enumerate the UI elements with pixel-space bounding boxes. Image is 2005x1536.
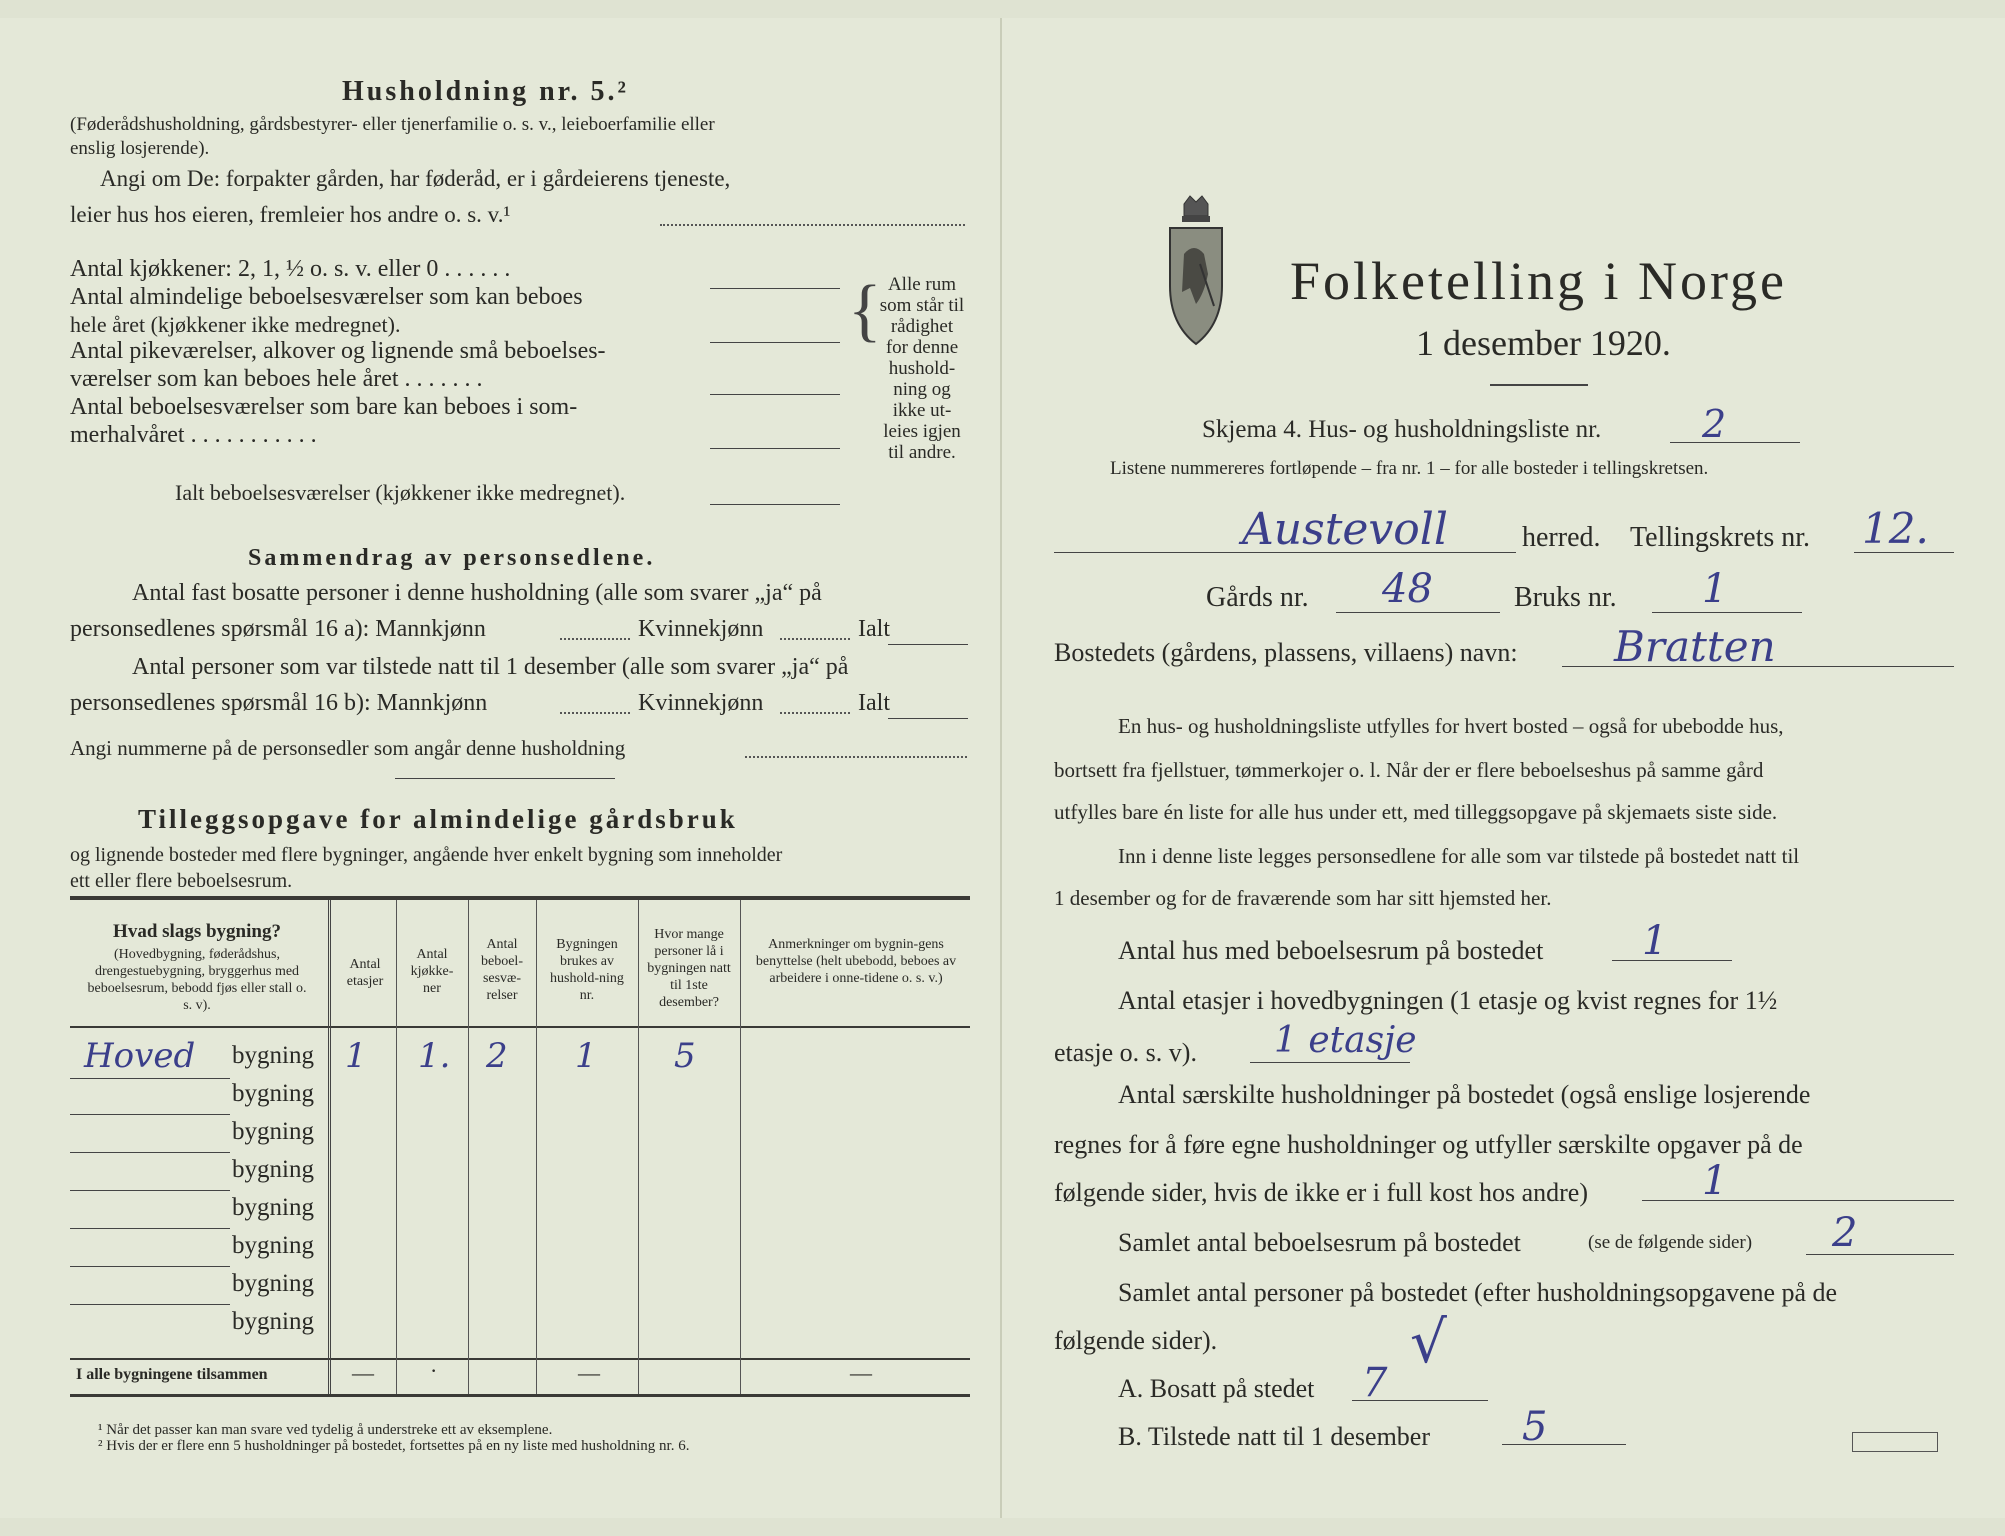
rooms-kitchens: Antal kjøkkener: 2, 1, ½ o. s. v. eller 0 . . . . . . [70, 256, 511, 282]
q-rum-note: (se de følgende sider) [1588, 1232, 1753, 1253]
b-value: 5 [1522, 1404, 1548, 1450]
skjema-label: Skjema 4. Hus- og husholdningsliste nr. [1202, 416, 1602, 443]
tillegg-title: Tilleggsopgave for almindelige gårdsbruk [138, 804, 738, 834]
a-husholdninger: 1 [1702, 1158, 1728, 1204]
printer-stamp-icon [1852, 1432, 1938, 1452]
buildings-table [70, 896, 970, 1400]
table-row: bygning [70, 1118, 970, 1154]
gards-label: Gårds nr. [1206, 582, 1309, 613]
krets-value: 12. [1862, 504, 1929, 553]
q-husholdninger-2: regnes for å føre egne husholdninger og utfyller særskilte opgaver på de [1054, 1130, 1803, 1159]
table-row: bygning [70, 1156, 970, 1192]
a-etasjer: 1 etasje [1274, 1020, 1417, 1061]
rooms-total: Ialt beboelsesværelser (kjøkkener ikke medregnet). [175, 480, 626, 505]
table-row: bygning [70, 1080, 970, 1116]
a-value: 7 [1362, 1360, 1388, 1406]
b-label: B. Tilstede natt til 1 desember [1118, 1422, 1430, 1451]
rooms-small-2: værelser som kan beboes hele året . . . . . . . [70, 366, 483, 392]
table-row: bygning [70, 1194, 970, 1230]
skjema-number: 2 [1702, 402, 1727, 446]
krets-label: Tellingskrets nr. [1630, 522, 1811, 553]
table-row: bygning [70, 1232, 970, 1268]
census-title: Folketelling i Norge [1290, 251, 1787, 311]
total-remarks: — [850, 1360, 872, 1385]
summary-total-2: Ialt [858, 690, 890, 716]
rooms-summer-1: Antal beboelsesværelser som bare kan beboes i som- [70, 394, 578, 420]
summary-line-2: personsedlenes spørsmål 16 a): Mannkjønn [70, 616, 486, 642]
a-check-mark: √ [1410, 1308, 1447, 1376]
tillegg-intro-1: og lignende bosteder med flere bygninger, angående hver enkelt bygning som inneholder [70, 844, 783, 866]
col-building-type: Hvad slags bygning? (Hovedbygning, føderådshus, drengestuebygning, bryggerhus med beboelsesrum, bebodd fjøs eller stall o. s. v). [87, 921, 307, 1013]
table-row: bygning [70, 1270, 970, 1306]
col-rooms: Antal beboel-sesvæ-relser [481, 937, 523, 1003]
rooms-summer-2: merhalvåret . . . . . . . . . . . [70, 422, 317, 448]
para1-line2: bortsett fra fjellstuer, tømmerkojer o. l. Når der er flere beboelseshus på samme gård [1054, 758, 1764, 782]
col-remarks: Anmerkninger om bygnin-gens benyttelse (helt ubebodd, beboes av arbeidere i onne-tidene o. s. v.) [755, 937, 957, 986]
a-label: A. Bosatt på stedet [1118, 1374, 1315, 1403]
q-rum: Samlet antal beboelsesrum på bostedet [1118, 1228, 1521, 1257]
left-page: Husholdning nr. 5.² (Føderådshusholdning, gårdsbestyrer- eller tjenerfamilie o. s. v., leieboerfamilie eller enslig losjerende). Angi om De: forpakter gården, har føderåd, er i gårdeierens tjeneste, leier hus hos eieren, fremleier hos andre o. s. v.¹ Antal kjøkkener: 2, 1, ½ o. s. v. eller 0 . . . . . . Antal almindelige beboelsesværelser som kan beboes hele året (kjøkkener ikke medregnet). Antal pikeværelser, alkover og lignende små beboelses- værelser som kan beboes hele året . . . . . . . Antal beboelsesværelser som bare kan beboes i som- merhalvåret . . . . . . . . . . . Ialt beboelsesværelser (kjøkkener ikke medregnet). { Alle rum som står til rådighet for denne hushold- ning og ikke ut- leies igjen til andre. Sammendrag av personsedlene. Antal fast bosatte personer i denne husholdning (alle som svarer „ja“ på personsedlenes spørsmål 16 a): Mannkjønn Kvinnekjønn Ialt Antal personer som var tilstede natt til 1 desember (alle som svarer „ja“ på personsedlenes spørsmål 16 b): Mannkjønn Kvinnekjønn Ialt Angi nummerne på de personsedler som angår denne husholdning Tilleggsopgave for almindelige gårdsbruk og lignende bosteder med flere bygninger, angående hver enkelt bygning som inneholder ett eller flere beboelsesrum. Hvad slags bygning? (Hovedbygning, føderådshus, drengestuebygning, bryggerhus med beboelsesrum, bebodd fjøs eller stall o. s. v). Antal etasjer Antal kjøkke-ner Antal beboel-sesvæ-relser Bygningen brukes av hushold-ning nr. Hvor mange personer lå i bygningen natt til 1ste desember? Anmerkninger om bygnin-gens benyttelse (helt ubebodd, beboes av arbeidere i onne-tidene o. s. v.) Hoved bygning 1 1. 2 1 5 bygning bygning bygning bygning bygning bygning bygning I alle bygningene tilsammen — · — — ¹ Når det passer kan man svare ved tydelig å understreke ett av eksemplene. ² Hvis der er flere enn 5 husholdninger på bostedet, fortsettes på en ny liste med husholdning nr. 6. [0, 18, 1002, 1518]
rooms-ordinary-1: Antal almindelige beboelsesværelser som kan beboes [70, 284, 583, 310]
bruks-label: Bruks nr. [1514, 582, 1617, 613]
total-floors: — [352, 1360, 374, 1385]
para1-line1: En hus- og husholdningsliste utfylles for hvert bosted – også for ubebodde hus, [1118, 714, 1784, 738]
table-row: Hoved bygning 1 1. 2 1 5 [70, 1042, 970, 1078]
q-husholdninger-3: følgende sider, hvis de ikke er i full kost hos andre) [1054, 1178, 1588, 1207]
side-note: Alle rum som står til rådighet for denne hushold- ning og ikke ut- leies igjen til andre. [879, 274, 965, 463]
household-title: Husholdning nr. 5.² [342, 76, 629, 107]
col-kitchens: Antal kjøkke-ner [410, 947, 454, 996]
summary-total-1: Ialt [858, 616, 890, 642]
angi-om-1: Angi om De: forpakter gården, har føderåd, er i gårdeierens tjeneste, [100, 166, 731, 191]
coat-of-arms-icon [1164, 194, 1228, 360]
q-hus: Antal hus med beboelsesrum på bostedet [1118, 936, 1544, 965]
col-persons: Hvor mange personer lå i bygningen natt til 1ste desember? [647, 927, 731, 1010]
table-row: bygning [232, 1308, 314, 1335]
para2-line2: 1 desember og for de fraværende som har sitt hjemsted her. [1054, 886, 1552, 910]
para2-line1: Inn i denne liste legges personsedlene for alle som var tilstede på bostedet natt til [1118, 844, 1800, 868]
col-household: Bygningen brukes av hushold-ning nr. [550, 937, 624, 1003]
census-date: 1 desember 1920. [1416, 323, 1671, 363]
angi-om-2: leier hus hos eieren, fremleier hos andre o. s. v.¹ [70, 202, 511, 227]
q-etasjer-2: etasje o. s. v). [1054, 1038, 1197, 1067]
summary-line-3: Antal personer som var tilstede natt til 1 desember (alle som svarer „ja“ på [132, 654, 849, 680]
col-floors: Antal etasjer [346, 957, 384, 989]
household-intro-2: enslig losjerende). [70, 138, 210, 159]
rooms-ordinary-2: hele året (kjøkkener ikke medregnet). [70, 312, 401, 337]
gards-value: 48 [1382, 566, 1433, 612]
q-etasjer-1: Antal etasjer i hovedbygningen (1 etasje og kvist regnes for 1½ [1118, 986, 1778, 1015]
para1-line3: utfylles bare én liste for alle hus under ett, med tilleggsopgave på skjemaets siste side. [1054, 800, 1778, 824]
table-total-label: I alle bygningene tilsammen [76, 1366, 268, 1383]
bruks-value: 1 [1702, 566, 1728, 612]
total-kitchens: · [430, 1358, 438, 1383]
numbering-note: Listene nummereres fortløpende – fra nr. 1 – for alle bosteder i tellingskretsen. [1110, 458, 1709, 479]
right-page [1002, 18, 2005, 1518]
rooms-small-1: Antal pikeværelser, alkover og lignende små beboelses- [70, 338, 606, 364]
summary-line-4: personsedlenes spørsmål 16 b): Mannkjønn [70, 690, 488, 716]
q-husholdninger-1: Antal særskilte husholdninger på bostedet (også enslige losjerende [1118, 1080, 1811, 1109]
summary-line-5: Angi nummerne på de personsedler som angår denne husholdning [70, 736, 626, 760]
household-intro-1: (Føderådshusholdning, gårdsbestyrer- eller tjenerfamilie o. s. v., leieboerfamilie eller [70, 114, 715, 135]
q-personer-1: Samlet antal personer på bostedet (efter husholdningsopgavene på de [1118, 1278, 1838, 1307]
a-rum: 2 [1832, 1210, 1858, 1256]
q-personer-2: følgende sider). [1054, 1326, 1218, 1355]
tillegg-intro-2: ett eller flere beboelsesrum. [70, 870, 293, 892]
summary-line-1: Antal fast bosatte personer i denne husholdning (alle som svarer „ja“ på [132, 580, 822, 606]
bosted-label: Bostedets (gårdens, plassens, villaens) navn: [1054, 638, 1518, 667]
bosted-value: Bratten [1614, 622, 1776, 671]
total-household: — [578, 1360, 600, 1385]
summary-female-1: Kvinnekjønn [638, 616, 764, 642]
footnote-2: ² Hvis der er flere enn 5 husholdninger på bostedet, fortsettes på en ny liste med husholdning nr. 6. [98, 1438, 690, 1454]
herred-label: herred. [1522, 522, 1601, 553]
footnote-1: ¹ Når det passer kan man svare ved tydelig å understreke ett av eksemplene. [98, 1422, 553, 1438]
summary-title: Sammendrag av personsedlene. [248, 545, 656, 571]
a-hus: 1 [1642, 918, 1668, 964]
summary-female-2: Kvinnekjønn [638, 690, 764, 716]
herred-value: Austevoll [1242, 504, 1448, 555]
